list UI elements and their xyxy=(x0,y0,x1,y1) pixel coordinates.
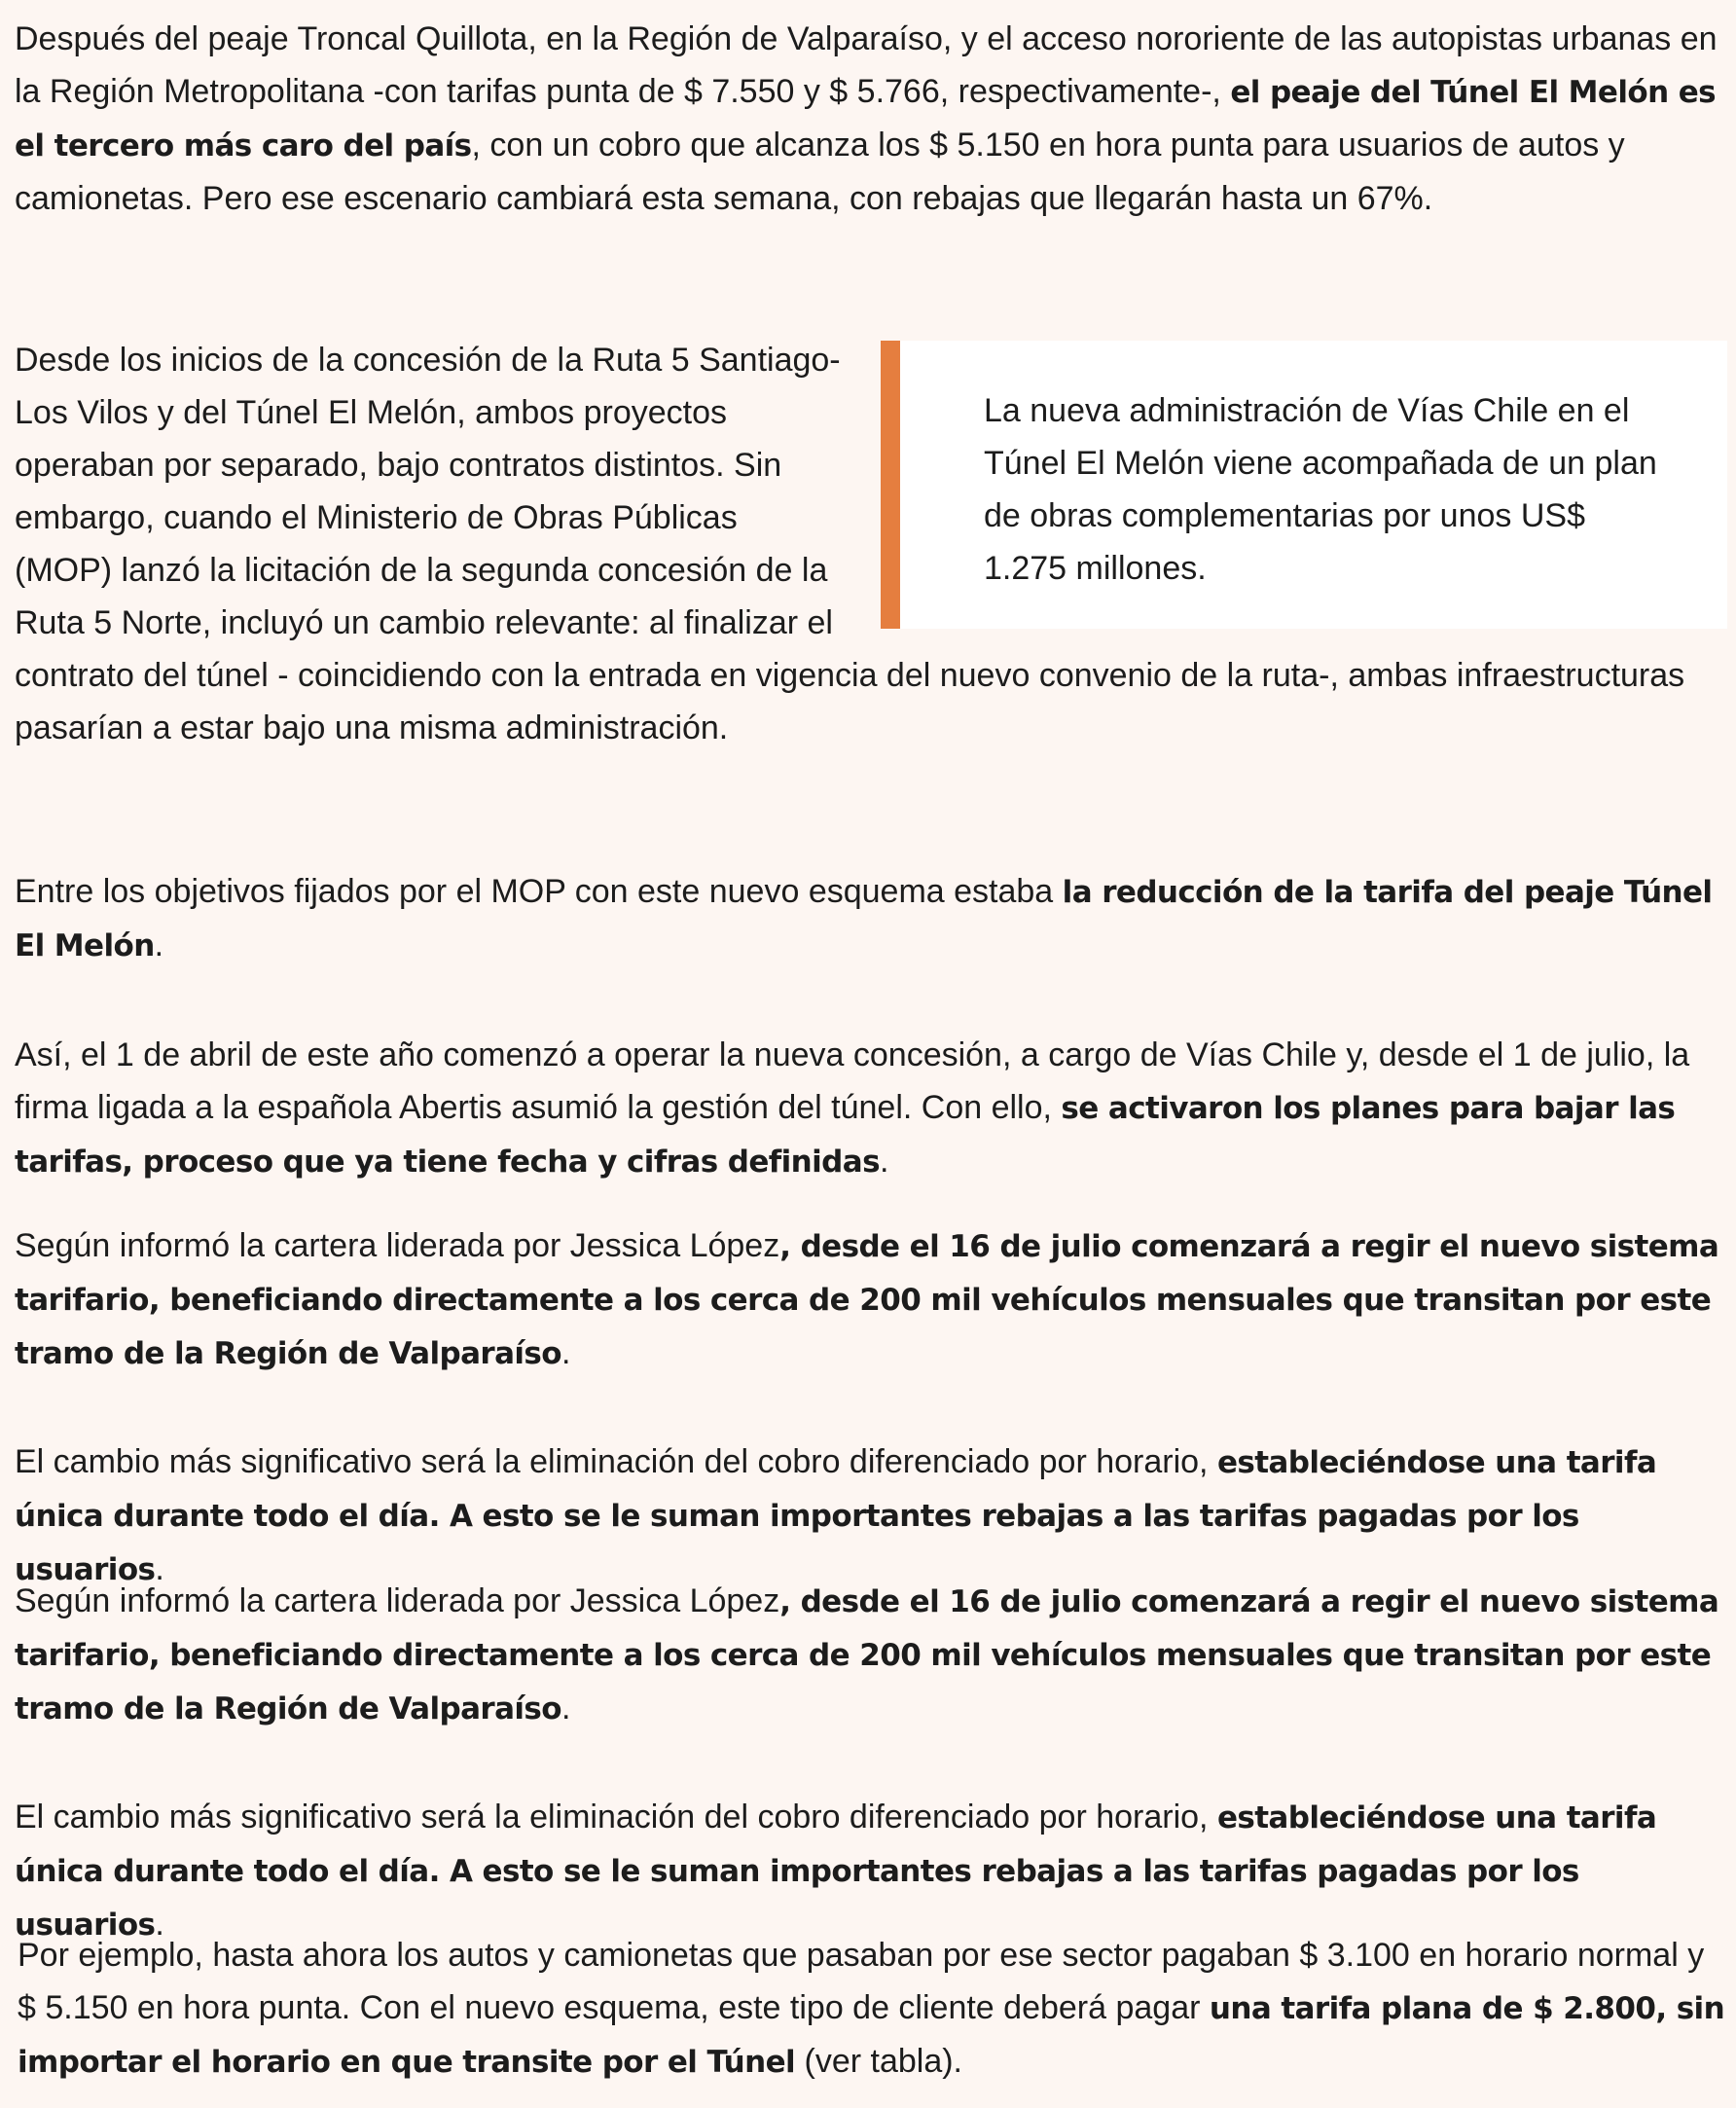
paragraph-text: Entre los objetivos fijados por el MOP con este nuevo esquema estaba xyxy=(15,873,1063,910)
paragraph-emphasis: el peaje del Túnel El Melón es el tercero más caro del país xyxy=(15,75,1717,164)
paragraph xyxy=(15,1575,1727,1735)
paragraph-emphasis: una tarifa plana de $ 2.800, sin importar el horario en que transite por el Túnel xyxy=(18,1991,1725,2080)
paragraph-emphasis: estableciéndose una tarifa única durante todo el día. A esto se le suman importantes rebajas a las tarifas pagadas por los usuarios xyxy=(15,1445,1657,1587)
paragraph-text: El cambio más significativo será la eliminación del cobro diferenciado por horario, xyxy=(15,1443,1217,1480)
paragraph-text: Según informó la cartera liderada por Jessica López xyxy=(15,1582,780,1619)
paragraph-text: Desde los inicios de la concesión de la Ruta 5 Santiago-Los Vilos y del Túnel El Melón, ambos proyectos operaban por separado, bajo contratos distintos. Sin embargo, cuando el Ministerio de Obras Públicas (MOP) lanzó la licitación de la segunda concesión de la Ruta 5 Norte, incluyó un cambio relevante: al finalizar el contrato del túnel - coincidiendo con la entrada en vigencia del nuevo convenio de la ruta-, ambas infraestructuras pasarían a estar bajo una misma administración. xyxy=(15,342,1685,746)
paragraph xyxy=(15,865,1727,972)
paragraph-text: Así, el 1 de abril de este año comenzó a operar la nueva concesión, a cargo de Vías Chile y, desde el 1 de julio, la firma ligada a la española Abertis asumió la gestión del túnel. Con ello, xyxy=(15,1036,1690,1126)
paragraph-text: El cambio más significativo será la eliminación del cobro diferenciado por horario, xyxy=(15,1799,1217,1835)
paragraph-emphasis: la reducción de la tarifa del peaje Túnel El Melón xyxy=(15,875,1713,963)
paragraph-text: . xyxy=(155,1906,164,1943)
paragraph-text: . xyxy=(561,1690,571,1726)
paragraph-text: Después del peaje Troncal Quillota, en la Región de Valparaíso, y el acceso nororiente de las autopistas urbanas en la Región Metropolitana -con tarifas punta de $ 7.550 y $ 5.766, respectivamente-, xyxy=(15,20,1718,110)
paragraph xyxy=(18,1929,1730,2089)
paragraph-text: , con un cobro que alcanza los $ 5.150 en hora punta para usuarios de autos y camionetas. Pero ese escenario cambiará esta semana, con rebajas que llegarán hasta un 67%. xyxy=(15,127,1625,217)
paragraph xyxy=(15,1219,1727,1380)
paragraph xyxy=(15,1791,1727,1951)
paragraph-text: Según informó la cartera liderada por Jessica López xyxy=(15,1227,780,1264)
paragraph xyxy=(15,1029,1727,1188)
paragraph-text: . xyxy=(561,1334,571,1371)
paragraph xyxy=(15,1436,1727,1596)
paragraph-text: Por ejemplo, hasta ahora los autos y camionetas que pasaban por ese sector pagaban $ 3.100 en horario normal y $ 5.150 en hora punta. Con el nuevo esquema, este tipo de cliente deberá pagar xyxy=(18,1937,1705,2026)
pullquote xyxy=(881,341,1727,629)
paragraph-emphasis: , desde el 16 de julio comenzará a regir el nuevo sistema tarifario, beneficiando directamente a los cerca de 200 mil vehículos mensuales que transitan por este tramo de la Región de Valparaíso xyxy=(15,1229,1719,1371)
paragraph xyxy=(15,13,1727,225)
paragraph-emphasis: , desde el 16 de julio comenzará a regir el nuevo sistema tarifario, beneficiando directamente a los cerca de 200 mil vehículos mensuales que transitan por este tramo de la Región de Valparaíso xyxy=(15,1584,1719,1726)
paragraph-with-pullquote xyxy=(15,334,1727,754)
paragraph-emphasis: se activaron los planes para bajar las tarifas, proceso que ya tiene fecha y cifras definidas xyxy=(15,1091,1676,1180)
pullquote-text: La nueva administración de Vías Chile en el Túnel El Melón viene acompañada de un plan de obras complementarias por unos US$ 1.275 millones. xyxy=(984,392,1657,587)
paragraph-text: . xyxy=(154,927,164,963)
paragraph-emphasis: estableciéndose una tarifa única durante todo el día. A esto se le suman importantes rebajas a las tarifas pagadas por los usuarios xyxy=(15,1800,1657,1943)
paragraph-text: . xyxy=(155,1550,164,1587)
paragraph-text: . xyxy=(879,1143,889,1180)
paragraph-text: (ver tabla). xyxy=(795,2043,963,2080)
